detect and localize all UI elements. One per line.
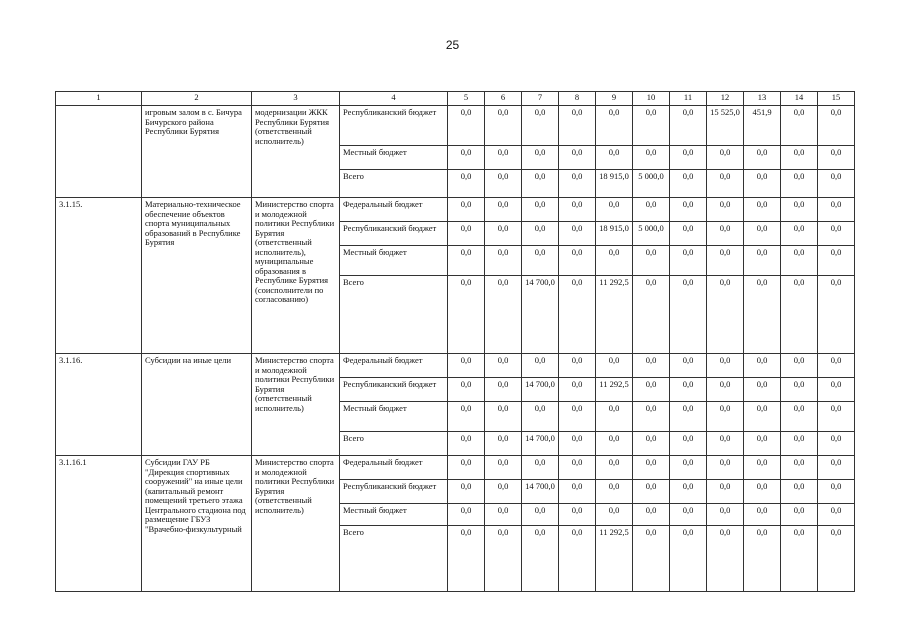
table-row xyxy=(56,106,855,146)
amount-cell: 0,0 xyxy=(707,432,744,456)
amount-cell: 0,0 xyxy=(559,526,596,592)
amount-cell: 0,0 xyxy=(522,354,559,378)
amount-cell: 14 700,0 xyxy=(522,378,559,402)
amount-cell: 0,0 xyxy=(707,246,744,276)
amount-cell: 0,0 xyxy=(670,222,707,246)
amount-cell: 0,0 xyxy=(744,480,781,504)
column-number-header: 1 xyxy=(56,92,142,106)
amount-cell: 0,0 xyxy=(633,480,670,504)
column-number-header: 11 xyxy=(670,92,707,106)
amount-cell: 0,0 xyxy=(781,198,818,222)
amount-cell: 0,0 xyxy=(559,432,596,456)
amount-cell: 15 525,0 xyxy=(707,106,744,146)
amount-cell: 0,0 xyxy=(707,222,744,246)
amount-cell: 0,0 xyxy=(485,170,522,198)
amount-cell: 0,0 xyxy=(522,106,559,146)
amount-cell: 0,0 xyxy=(633,198,670,222)
funding-source-cell: Республиканский бюджет xyxy=(340,106,448,146)
amount-cell: 0,0 xyxy=(744,170,781,198)
amount-cell: 0,0 xyxy=(744,246,781,276)
amount-cell: 0,0 xyxy=(633,378,670,402)
amount-cell: 0,0 xyxy=(818,106,855,146)
amount-cell: 0,0 xyxy=(670,198,707,222)
amount-cell: 0,0 xyxy=(633,354,670,378)
amount-cell: 11 292,5 xyxy=(596,526,633,592)
amount-cell: 0,0 xyxy=(707,456,744,480)
amount-cell: 0,0 xyxy=(522,222,559,246)
amount-cell: 0,0 xyxy=(744,276,781,354)
amount-cell: 0,0 xyxy=(744,504,781,526)
amount-cell: 0,0 xyxy=(818,456,855,480)
amount-cell: 0,0 xyxy=(744,198,781,222)
amount-cell: 0,0 xyxy=(707,146,744,170)
amount-cell: 0,0 xyxy=(781,276,818,354)
column-number-header: 2 xyxy=(142,92,252,106)
amount-cell: 0,0 xyxy=(485,354,522,378)
measure-code-cell: 3.1.16.1 xyxy=(56,456,142,592)
amount-cell: 0,0 xyxy=(670,456,707,480)
amount-cell: 0,0 xyxy=(485,432,522,456)
amount-cell: 0,0 xyxy=(485,480,522,504)
amount-cell: 0,0 xyxy=(707,504,744,526)
executor-cell: Министерство спорта и молодежной политики Республики Бурятия (ответственный исполнитель) xyxy=(252,354,340,456)
amount-cell: 0,0 xyxy=(818,198,855,222)
funding-source-cell: Местный бюджет xyxy=(340,146,448,170)
amount-cell: 0,0 xyxy=(744,146,781,170)
executor-cell: модернизации ЖКК Республики Бурятия (ответственный исполнитель) xyxy=(252,106,340,198)
column-number-header: 10 xyxy=(633,92,670,106)
column-number-header: 3 xyxy=(252,92,340,106)
amount-cell: 0,0 xyxy=(485,456,522,480)
funding-source-cell: Всего xyxy=(340,170,448,198)
amount-cell: 0,0 xyxy=(485,222,522,246)
measure-name-cell: игровым залом в с. Бичура Бичурского района Республики Бурятия xyxy=(142,106,252,198)
amount-cell: 0,0 xyxy=(670,526,707,592)
amount-cell: 0,0 xyxy=(670,354,707,378)
page-number: 25 xyxy=(445,38,460,52)
amount-cell: 0,0 xyxy=(781,456,818,480)
amount-cell: 0,0 xyxy=(818,378,855,402)
amount-cell: 0,0 xyxy=(559,504,596,526)
amount-cell: 0,0 xyxy=(670,402,707,432)
amount-cell: 0,0 xyxy=(633,246,670,276)
amount-cell: 0,0 xyxy=(670,504,707,526)
amount-cell: 0,0 xyxy=(781,222,818,246)
amount-cell: 0,0 xyxy=(485,198,522,222)
amount-cell: 14 700,0 xyxy=(522,480,559,504)
amount-cell: 18 915,0 xyxy=(596,222,633,246)
amount-cell: 0,0 xyxy=(744,526,781,592)
amount-cell: 0,0 xyxy=(596,456,633,480)
amount-cell: 0,0 xyxy=(744,378,781,402)
amount-cell: 0,0 xyxy=(559,198,596,222)
amount-cell: 0,0 xyxy=(670,146,707,170)
funding-source-cell: Местный бюджет xyxy=(340,402,448,432)
column-number-header: 5 xyxy=(448,92,485,106)
measure-name-cell: Материально-техническое обеспечение объектов спорта муниципальных образований в Республике Бурятия xyxy=(142,198,252,354)
amount-cell: 0,0 xyxy=(522,146,559,170)
amount-cell: 0,0 xyxy=(670,432,707,456)
amount-cell: 0,0 xyxy=(522,526,559,592)
amount-cell: 0,0 xyxy=(448,402,485,432)
amount-cell: 0,0 xyxy=(485,504,522,526)
amount-cell: 0,0 xyxy=(448,246,485,276)
amount-cell: 0,0 xyxy=(633,146,670,170)
funding-source-cell: Республиканский бюджет xyxy=(340,378,448,402)
amount-cell: 0,0 xyxy=(485,276,522,354)
amount-cell: 0,0 xyxy=(707,354,744,378)
amount-cell: 0,0 xyxy=(781,526,818,592)
amount-cell: 0,0 xyxy=(448,146,485,170)
amount-cell: 0,0 xyxy=(633,526,670,592)
amount-cell: 0,0 xyxy=(633,402,670,432)
amount-cell: 0,0 xyxy=(670,480,707,504)
funding-source-cell: Всего xyxy=(340,526,448,592)
funding-source-cell: Республиканский бюджет xyxy=(340,480,448,504)
amount-cell: 0,0 xyxy=(559,276,596,354)
amount-cell: 0,0 xyxy=(707,402,744,432)
amount-cell: 0,0 xyxy=(633,106,670,146)
amount-cell: 0,0 xyxy=(670,246,707,276)
amount-cell: 0,0 xyxy=(522,170,559,198)
column-number-header: 6 xyxy=(485,92,522,106)
amount-cell: 0,0 xyxy=(559,480,596,504)
amount-cell: 0,0 xyxy=(448,106,485,146)
amount-cell: 0,0 xyxy=(707,378,744,402)
measure-name-cell: Субсидии на иные цели xyxy=(142,354,252,456)
amount-cell: 5 000,0 xyxy=(633,170,670,198)
amount-cell: 0,0 xyxy=(781,504,818,526)
amount-cell: 0,0 xyxy=(596,480,633,504)
amount-cell: 0,0 xyxy=(818,222,855,246)
amount-cell: 0,0 xyxy=(485,526,522,592)
amount-cell: 0,0 xyxy=(448,198,485,222)
amount-cell: 0,0 xyxy=(781,480,818,504)
amount-cell: 0,0 xyxy=(559,378,596,402)
amount-cell: 0,0 xyxy=(744,456,781,480)
column-number-header: 4 xyxy=(340,92,448,106)
amount-cell: 0,0 xyxy=(818,276,855,354)
amount-cell: 0,0 xyxy=(485,146,522,170)
amount-cell: 0,0 xyxy=(670,378,707,402)
amount-cell: 0,0 xyxy=(818,146,855,170)
table-row xyxy=(56,456,855,480)
amount-cell: 0,0 xyxy=(559,146,596,170)
amount-cell: 0,0 xyxy=(781,354,818,378)
executor-cell: Министерство спорта и молодежной политики Республики Бурятия (ответственный исполнитель), муниципальные образования в Республике Бурятия (соисполнители по согласованию) xyxy=(252,198,340,354)
amount-cell: 0,0 xyxy=(596,402,633,432)
funding-source-cell: Федеральный бюджет xyxy=(340,456,448,480)
amount-cell: 0,0 xyxy=(448,504,485,526)
column-number-header: 7 xyxy=(522,92,559,106)
amount-cell: 0,0 xyxy=(744,432,781,456)
amount-cell: 0,0 xyxy=(781,170,818,198)
column-number-header: 9 xyxy=(596,92,633,106)
amount-cell: 14 700,0 xyxy=(522,276,559,354)
amount-cell: 0,0 xyxy=(559,456,596,480)
amount-cell: 0,0 xyxy=(744,222,781,246)
amount-cell: 0,0 xyxy=(781,378,818,402)
amount-cell: 0,0 xyxy=(633,504,670,526)
measure-code-cell xyxy=(56,106,142,198)
amount-cell: 0,0 xyxy=(744,402,781,432)
amount-cell: 0,0 xyxy=(633,276,670,354)
amount-cell: 5 000,0 xyxy=(633,222,670,246)
amount-cell: 0,0 xyxy=(781,146,818,170)
amount-cell: 0,0 xyxy=(448,526,485,592)
amount-cell: 0,0 xyxy=(485,378,522,402)
amount-cell: 0,0 xyxy=(818,432,855,456)
amount-cell: 0,0 xyxy=(707,276,744,354)
amount-cell: 0,0 xyxy=(522,198,559,222)
amount-cell: 451,9 xyxy=(744,106,781,146)
budget-table xyxy=(55,91,855,592)
table-row xyxy=(56,354,855,378)
funding-source-cell: Всего xyxy=(340,432,448,456)
amount-cell: 0,0 xyxy=(485,402,522,432)
executor-cell: Министерство спорта и молодежной политики Республики Бурятия (ответственный исполнитель) xyxy=(252,456,340,592)
amount-cell: 0,0 xyxy=(596,246,633,276)
amount-cell: 0,0 xyxy=(448,276,485,354)
amount-cell: 0,0 xyxy=(448,222,485,246)
column-number-header: 14 xyxy=(781,92,818,106)
column-number-header: 12 xyxy=(707,92,744,106)
amount-cell: 0,0 xyxy=(522,504,559,526)
amount-cell: 0,0 xyxy=(485,106,522,146)
amount-cell: 0,0 xyxy=(522,456,559,480)
funding-source-cell: Федеральный бюджет xyxy=(340,198,448,222)
amount-cell: 0,0 xyxy=(596,432,633,456)
funding-source-cell: Местный бюджет xyxy=(340,504,448,526)
amount-cell: 0,0 xyxy=(596,106,633,146)
amount-cell: 0,0 xyxy=(818,504,855,526)
funding-source-cell: Всего xyxy=(340,276,448,354)
amount-cell: 0,0 xyxy=(781,106,818,146)
amount-cell: 14 700,0 xyxy=(522,432,559,456)
amount-cell: 0,0 xyxy=(559,106,596,146)
amount-cell: 0,0 xyxy=(559,354,596,378)
amount-cell: 0,0 xyxy=(670,276,707,354)
amount-cell: 0,0 xyxy=(448,480,485,504)
amount-cell: 0,0 xyxy=(559,170,596,198)
amount-cell: 0,0 xyxy=(633,432,670,456)
amount-cell: 0,0 xyxy=(707,480,744,504)
table-row xyxy=(56,198,855,222)
amount-cell: 0,0 xyxy=(818,402,855,432)
amount-cell: 0,0 xyxy=(818,170,855,198)
amount-cell: 0,0 xyxy=(596,198,633,222)
amount-cell: 11 292,5 xyxy=(596,276,633,354)
amount-cell: 0,0 xyxy=(781,432,818,456)
amount-cell: 0,0 xyxy=(522,402,559,432)
amount-cell: 0,0 xyxy=(559,222,596,246)
amount-cell: 0,0 xyxy=(781,402,818,432)
amount-cell: 0,0 xyxy=(744,354,781,378)
amount-cell: 0,0 xyxy=(522,246,559,276)
funding-source-cell: Федеральный бюджет xyxy=(340,354,448,378)
measure-name-cell: Субсидии ГАУ РБ "Дирекция спортивных сооружений" на иные цели (капитальный ремонт помещений третьего этажа Центрального стадиона под размещение ГБУЗ "Врачебно-физкультурный xyxy=(142,456,252,592)
amount-cell: 0,0 xyxy=(818,354,855,378)
amount-cell: 0,0 xyxy=(596,354,633,378)
column-number-header: 8 xyxy=(559,92,596,106)
amount-cell: 18 915,0 xyxy=(596,170,633,198)
amount-cell: 0,0 xyxy=(559,402,596,432)
amount-cell: 0,0 xyxy=(670,106,707,146)
column-number-header: 13 xyxy=(744,92,781,106)
funding-source-cell: Местный бюджет xyxy=(340,246,448,276)
funding-source-cell: Республиканский бюджет xyxy=(340,222,448,246)
table-header-row xyxy=(56,92,855,106)
amount-cell: 0,0 xyxy=(781,246,818,276)
amount-cell: 0,0 xyxy=(670,170,707,198)
measure-code-cell: 3.1.15. xyxy=(56,198,142,354)
amount-cell: 0,0 xyxy=(707,170,744,198)
amount-cell: 0,0 xyxy=(448,378,485,402)
amount-cell: 0,0 xyxy=(448,432,485,456)
amount-cell: 0,0 xyxy=(485,246,522,276)
amount-cell: 0,0 xyxy=(448,354,485,378)
amount-cell: 0,0 xyxy=(596,504,633,526)
amount-cell: 0,0 xyxy=(448,456,485,480)
amount-cell: 0,0 xyxy=(818,480,855,504)
amount-cell: 0,0 xyxy=(559,246,596,276)
amount-cell: 0,0 xyxy=(707,526,744,592)
amount-cell: 0,0 xyxy=(707,198,744,222)
amount-cell: 0,0 xyxy=(633,456,670,480)
amount-cell: 11 292,5 xyxy=(596,378,633,402)
column-number-header: 15 xyxy=(818,92,855,106)
amount-cell: 0,0 xyxy=(818,246,855,276)
amount-cell: 0,0 xyxy=(818,526,855,592)
amount-cell: 0,0 xyxy=(596,146,633,170)
amount-cell: 0,0 xyxy=(448,170,485,198)
measure-code-cell: 3.1.16. xyxy=(56,354,142,456)
